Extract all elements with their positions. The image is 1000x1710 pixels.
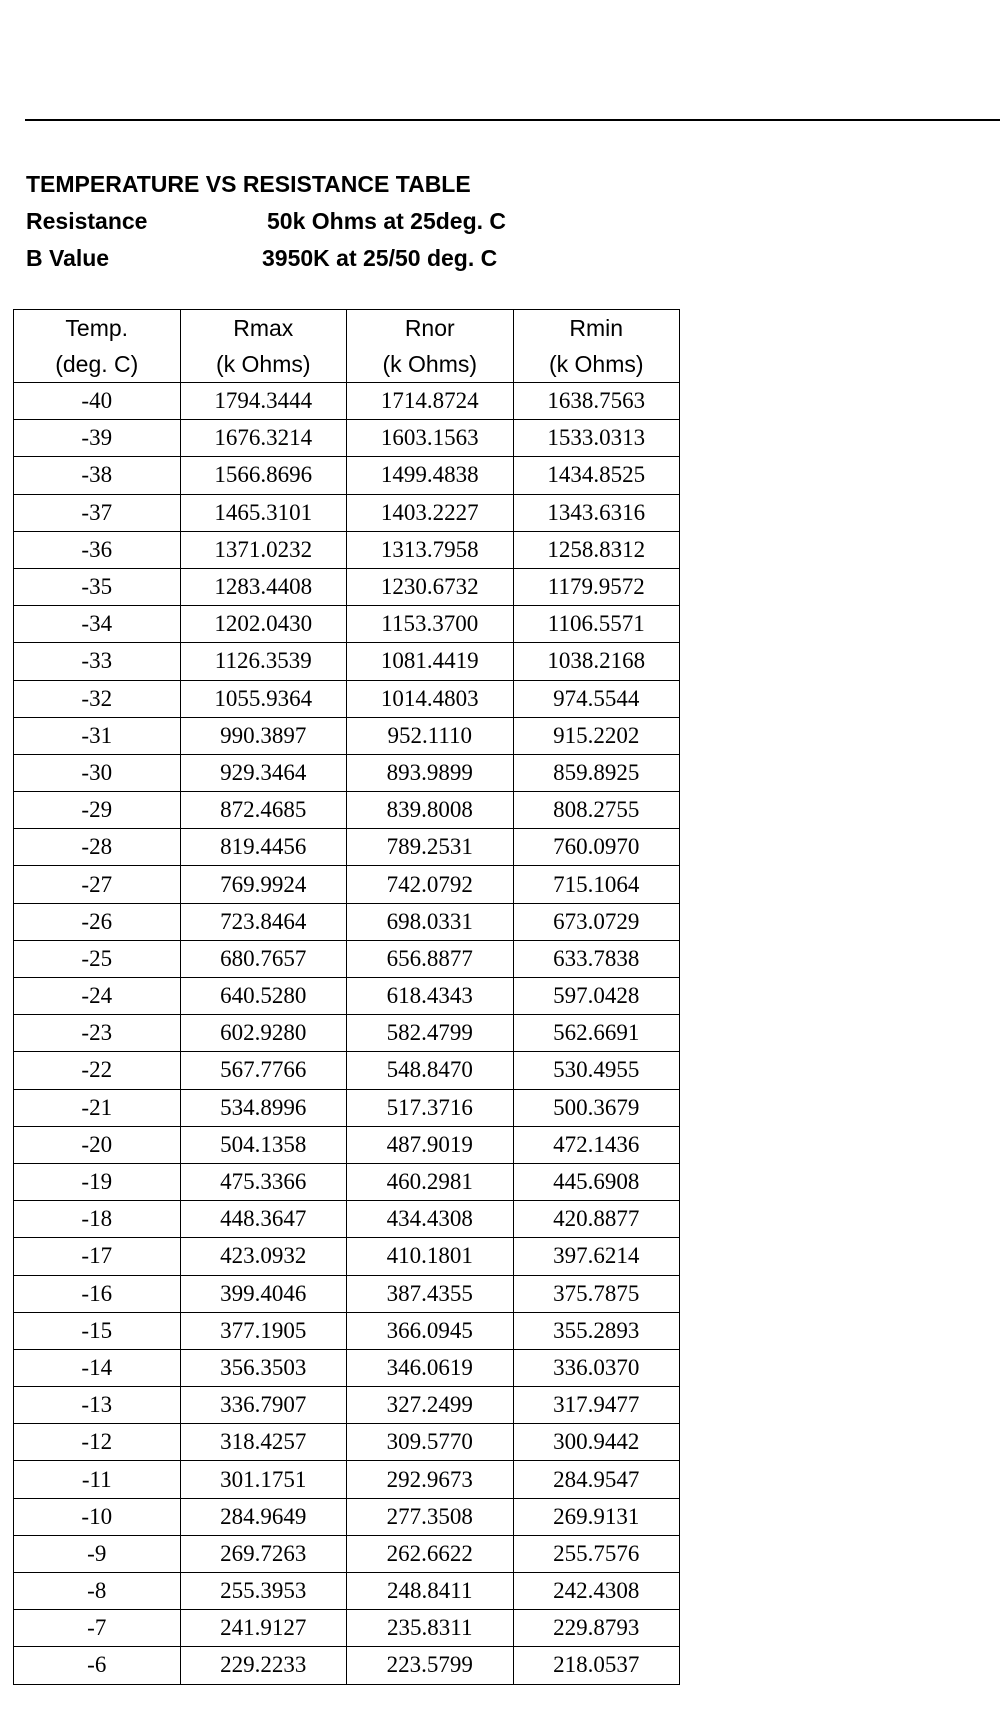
- cell-rnor: 223.5799: [347, 1647, 514, 1684]
- spec-label: B Value: [26, 245, 110, 271]
- cell-temp: -34: [14, 606, 181, 643]
- cell-rnor: 1603.1563: [347, 420, 514, 457]
- cell-rmax: 1202.0430: [180, 606, 347, 643]
- cell-rmax: 423.0932: [180, 1238, 347, 1275]
- cell-temp: -6: [14, 1647, 181, 1684]
- table-row: [14, 420, 680, 457]
- cell-temp: -21: [14, 1089, 181, 1126]
- cell-rnor: 434.4308: [347, 1201, 514, 1238]
- cell-rnor: 582.4799: [347, 1015, 514, 1052]
- cell-rmin: 562.6691: [513, 1015, 680, 1052]
- cell-rnor: 1403.2227: [347, 494, 514, 531]
- cell-rmin: 530.4955: [513, 1052, 680, 1089]
- cell-rmin: 255.7576: [513, 1535, 680, 1572]
- table-row: [14, 1238, 680, 1275]
- cell-rmax: 1794.3444: [180, 383, 347, 420]
- cell-rmin: 242.4308: [513, 1573, 680, 1610]
- cell-rmax: 769.9924: [180, 866, 347, 903]
- table-row: [14, 457, 680, 494]
- table-body: [14, 383, 680, 1685]
- spec-label: Resistance: [26, 208, 148, 234]
- cell-rmax: 1465.3101: [180, 494, 347, 531]
- cell-temp: -29: [14, 792, 181, 829]
- cell-rnor: 248.8411: [347, 1573, 514, 1610]
- table-row: [14, 606, 680, 643]
- cell-rmin: 218.0537: [513, 1647, 680, 1684]
- column-header-line: Temp.: [65, 315, 129, 341]
- cell-rnor: 839.8008: [347, 792, 514, 829]
- cell-temp: -15: [14, 1312, 181, 1349]
- cell-rmax: 1676.3214: [180, 420, 347, 457]
- column-header-rnor: [347, 310, 514, 383]
- cell-temp: -33: [14, 643, 181, 680]
- spec-value: 50k Ohms at 25deg. C: [267, 208, 507, 234]
- cell-temp: -17: [14, 1238, 181, 1275]
- table-row: [14, 1461, 680, 1498]
- cell-temp: -12: [14, 1424, 181, 1461]
- table-row: [14, 1052, 680, 1089]
- cell-temp: -24: [14, 978, 181, 1015]
- cell-rmin: 1343.6316: [513, 494, 680, 531]
- table-row: [14, 1573, 680, 1610]
- cell-rnor: 1714.8724: [347, 383, 514, 420]
- table-row: [14, 1610, 680, 1647]
- column-header-rmin: [513, 310, 680, 383]
- table-row: [14, 643, 680, 680]
- cell-temp: -32: [14, 680, 181, 717]
- cell-rmin: 284.9547: [513, 1461, 680, 1498]
- column-header-line: Rmin: [569, 315, 624, 341]
- cell-temp: -16: [14, 1275, 181, 1312]
- cell-rnor: 742.0792: [347, 866, 514, 903]
- cell-rmax: 640.5280: [180, 978, 347, 1015]
- header-rule: [25, 119, 1000, 121]
- cell-rmax: 723.8464: [180, 903, 347, 940]
- cell-rnor: 1014.4803: [347, 680, 514, 717]
- table-row: [14, 494, 680, 531]
- cell-rnor: 1230.6732: [347, 568, 514, 605]
- column-header-rmax: [180, 310, 347, 383]
- cell-rmax: 567.7766: [180, 1052, 347, 1089]
- cell-temp: -22: [14, 1052, 181, 1089]
- cell-rmin: 397.6214: [513, 1238, 680, 1275]
- table-row: [14, 1424, 680, 1461]
- cell-rmin: 673.0729: [513, 903, 680, 940]
- cell-rmin: 375.7875: [513, 1275, 680, 1312]
- cell-rmin: 1038.2168: [513, 643, 680, 680]
- cell-rnor: 327.2499: [347, 1387, 514, 1424]
- column-header-line: Rnor: [404, 315, 455, 341]
- cell-temp: -30: [14, 754, 181, 791]
- cell-temp: -23: [14, 1015, 181, 1052]
- cell-rmin: 445.6908: [513, 1163, 680, 1200]
- table-row: [14, 1498, 680, 1535]
- cell-rnor: 387.4355: [347, 1275, 514, 1312]
- cell-rmin: 355.2893: [513, 1312, 680, 1349]
- cell-rnor: 517.3716: [347, 1089, 514, 1126]
- cell-temp: -25: [14, 940, 181, 977]
- cell-rmin: 300.9442: [513, 1424, 680, 1461]
- cell-rnor: 548.8470: [347, 1052, 514, 1089]
- cell-rmax: 284.9649: [180, 1498, 347, 1535]
- table-row: [14, 1647, 680, 1684]
- cell-temp: -7: [14, 1610, 181, 1647]
- cell-temp: -26: [14, 903, 181, 940]
- column-header-unit: (deg. C): [55, 351, 139, 377]
- table-row: [14, 1163, 680, 1200]
- column-header-unit: (k Ohms): [215, 351, 311, 377]
- cell-rmax: 504.1358: [180, 1126, 347, 1163]
- cell-rmax: 1371.0232: [180, 531, 347, 568]
- cell-rmin: 269.9131: [513, 1498, 680, 1535]
- table-row: [14, 1349, 680, 1386]
- cell-temp: -10: [14, 1498, 181, 1535]
- cell-rnor: 410.1801: [347, 1238, 514, 1275]
- table-row: [14, 1387, 680, 1424]
- cell-temp: -38: [14, 457, 181, 494]
- resistance-table: [13, 309, 680, 1685]
- table-row: [14, 829, 680, 866]
- table-row: [14, 1275, 680, 1312]
- cell-rmax: 872.4685: [180, 792, 347, 829]
- table-row: [14, 940, 680, 977]
- table-row: [14, 680, 680, 717]
- cell-temp: -19: [14, 1163, 181, 1200]
- cell-rnor: 789.2531: [347, 829, 514, 866]
- cell-rmin: 229.8793: [513, 1610, 680, 1647]
- column-header-unit: (k Ohms): [548, 351, 644, 377]
- cell-rnor: 262.6622: [347, 1535, 514, 1572]
- cell-rmin: 859.8925: [513, 754, 680, 791]
- cell-rmax: 241.9127: [180, 1610, 347, 1647]
- cell-rmax: 448.3647: [180, 1201, 347, 1238]
- cell-rmax: 1055.9364: [180, 680, 347, 717]
- cell-rmin: 633.7838: [513, 940, 680, 977]
- cell-rmax: 680.7657: [180, 940, 347, 977]
- cell-temp: -14: [14, 1349, 181, 1386]
- cell-rnor: 952.1110: [347, 717, 514, 754]
- table-row: [14, 866, 680, 903]
- cell-rmax: 377.1905: [180, 1312, 347, 1349]
- cell-rnor: 309.5770: [347, 1424, 514, 1461]
- cell-rnor: 893.9899: [347, 754, 514, 791]
- cell-rmin: 808.2755: [513, 792, 680, 829]
- cell-rnor: 698.0331: [347, 903, 514, 940]
- cell-temp: -18: [14, 1201, 181, 1238]
- cell-rmax: 356.3503: [180, 1349, 347, 1386]
- cell-temp: -20: [14, 1126, 181, 1163]
- table-row: [14, 1535, 680, 1572]
- table-row: [14, 1201, 680, 1238]
- cell-rmin: 760.0970: [513, 829, 680, 866]
- cell-rnor: 1081.4419: [347, 643, 514, 680]
- cell-temp: -11: [14, 1461, 181, 1498]
- cell-temp: -40: [14, 383, 181, 420]
- cell-rmin: 1106.5571: [513, 606, 680, 643]
- cell-rmax: 301.1751: [180, 1461, 347, 1498]
- document-heading: [26, 166, 507, 277]
- cell-temp: -9: [14, 1535, 181, 1572]
- cell-rnor: 487.9019: [347, 1126, 514, 1163]
- document-title: TEMPERATURE VS RESISTANCE TABLE: [26, 171, 471, 197]
- cell-rmax: 475.3366: [180, 1163, 347, 1200]
- cell-temp: -35: [14, 568, 181, 605]
- cell-rnor: 1313.7958: [347, 531, 514, 568]
- cell-rmin: 1533.0313: [513, 420, 680, 457]
- cell-rmax: 1126.3539: [180, 643, 347, 680]
- table-row: [14, 792, 680, 829]
- cell-rnor: 346.0619: [347, 1349, 514, 1386]
- column-header-unit: (k Ohms): [382, 351, 478, 377]
- table-row: [14, 1126, 680, 1163]
- cell-rmax: 336.7907: [180, 1387, 347, 1424]
- cell-rnor: 460.2981: [347, 1163, 514, 1200]
- cell-temp: -39: [14, 420, 181, 457]
- spec-row-resistance: [26, 203, 507, 240]
- spec-value: 3950K at 25/50 deg. C: [262, 245, 498, 271]
- table-row: [14, 903, 680, 940]
- cell-rmax: 229.2233: [180, 1647, 347, 1684]
- table-row: [14, 1015, 680, 1052]
- table-header-row: [14, 310, 680, 383]
- cell-rmax: 602.9280: [180, 1015, 347, 1052]
- table-row: [14, 383, 680, 420]
- cell-rmin: 317.9477: [513, 1387, 680, 1424]
- table-row: [14, 1089, 680, 1126]
- cell-rnor: 656.8877: [347, 940, 514, 977]
- cell-temp: -8: [14, 1573, 181, 1610]
- cell-rmin: 336.0370: [513, 1349, 680, 1386]
- cell-rmin: 974.5544: [513, 680, 680, 717]
- cell-rmax: 269.7263: [180, 1535, 347, 1572]
- cell-rnor: 1153.3700: [347, 606, 514, 643]
- cell-rmin: 1179.9572: [513, 568, 680, 605]
- table-row: [14, 717, 680, 754]
- cell-temp: -13: [14, 1387, 181, 1424]
- cell-rmax: 399.4046: [180, 1275, 347, 1312]
- cell-rnor: 277.3508: [347, 1498, 514, 1535]
- cell-rmax: 819.4456: [180, 829, 347, 866]
- column-header-temp: [14, 310, 181, 383]
- cell-rmax: 1566.8696: [180, 457, 347, 494]
- cell-temp: -28: [14, 829, 181, 866]
- table-row: [14, 531, 680, 568]
- table-row: [14, 978, 680, 1015]
- cell-temp: -37: [14, 494, 181, 531]
- cell-rmax: 534.8996: [180, 1089, 347, 1126]
- cell-temp: -27: [14, 866, 181, 903]
- cell-rmax: 990.3897: [180, 717, 347, 754]
- cell-rnor: 618.4343: [347, 978, 514, 1015]
- cell-rmax: 255.3953: [180, 1573, 347, 1610]
- cell-rnor: 292.9673: [347, 1461, 514, 1498]
- cell-rnor: 366.0945: [347, 1312, 514, 1349]
- column-header-line: Rmax: [233, 315, 294, 341]
- table-row: [14, 1312, 680, 1349]
- spec-row-b-value: [26, 240, 498, 277]
- cell-rmin: 715.1064: [513, 866, 680, 903]
- cell-rmin: 420.8877: [513, 1201, 680, 1238]
- cell-rnor: 1499.4838: [347, 457, 514, 494]
- table-row: [14, 568, 680, 605]
- cell-rmax: 929.3464: [180, 754, 347, 791]
- cell-temp: -31: [14, 717, 181, 754]
- table-row: [14, 754, 680, 791]
- cell-rmax: 318.4257: [180, 1424, 347, 1461]
- cell-rmin: 1434.8525: [513, 457, 680, 494]
- cell-rmin: 472.1436: [513, 1126, 680, 1163]
- cell-rmin: 915.2202: [513, 717, 680, 754]
- cell-rmin: 1638.7563: [513, 383, 680, 420]
- cell-temp: -36: [14, 531, 181, 568]
- cell-rmin: 1258.8312: [513, 531, 680, 568]
- cell-rmin: 597.0428: [513, 978, 680, 1015]
- cell-rmin: 500.3679: [513, 1089, 680, 1126]
- cell-rmax: 1283.4408: [180, 568, 347, 605]
- cell-rnor: 235.8311: [347, 1610, 514, 1647]
